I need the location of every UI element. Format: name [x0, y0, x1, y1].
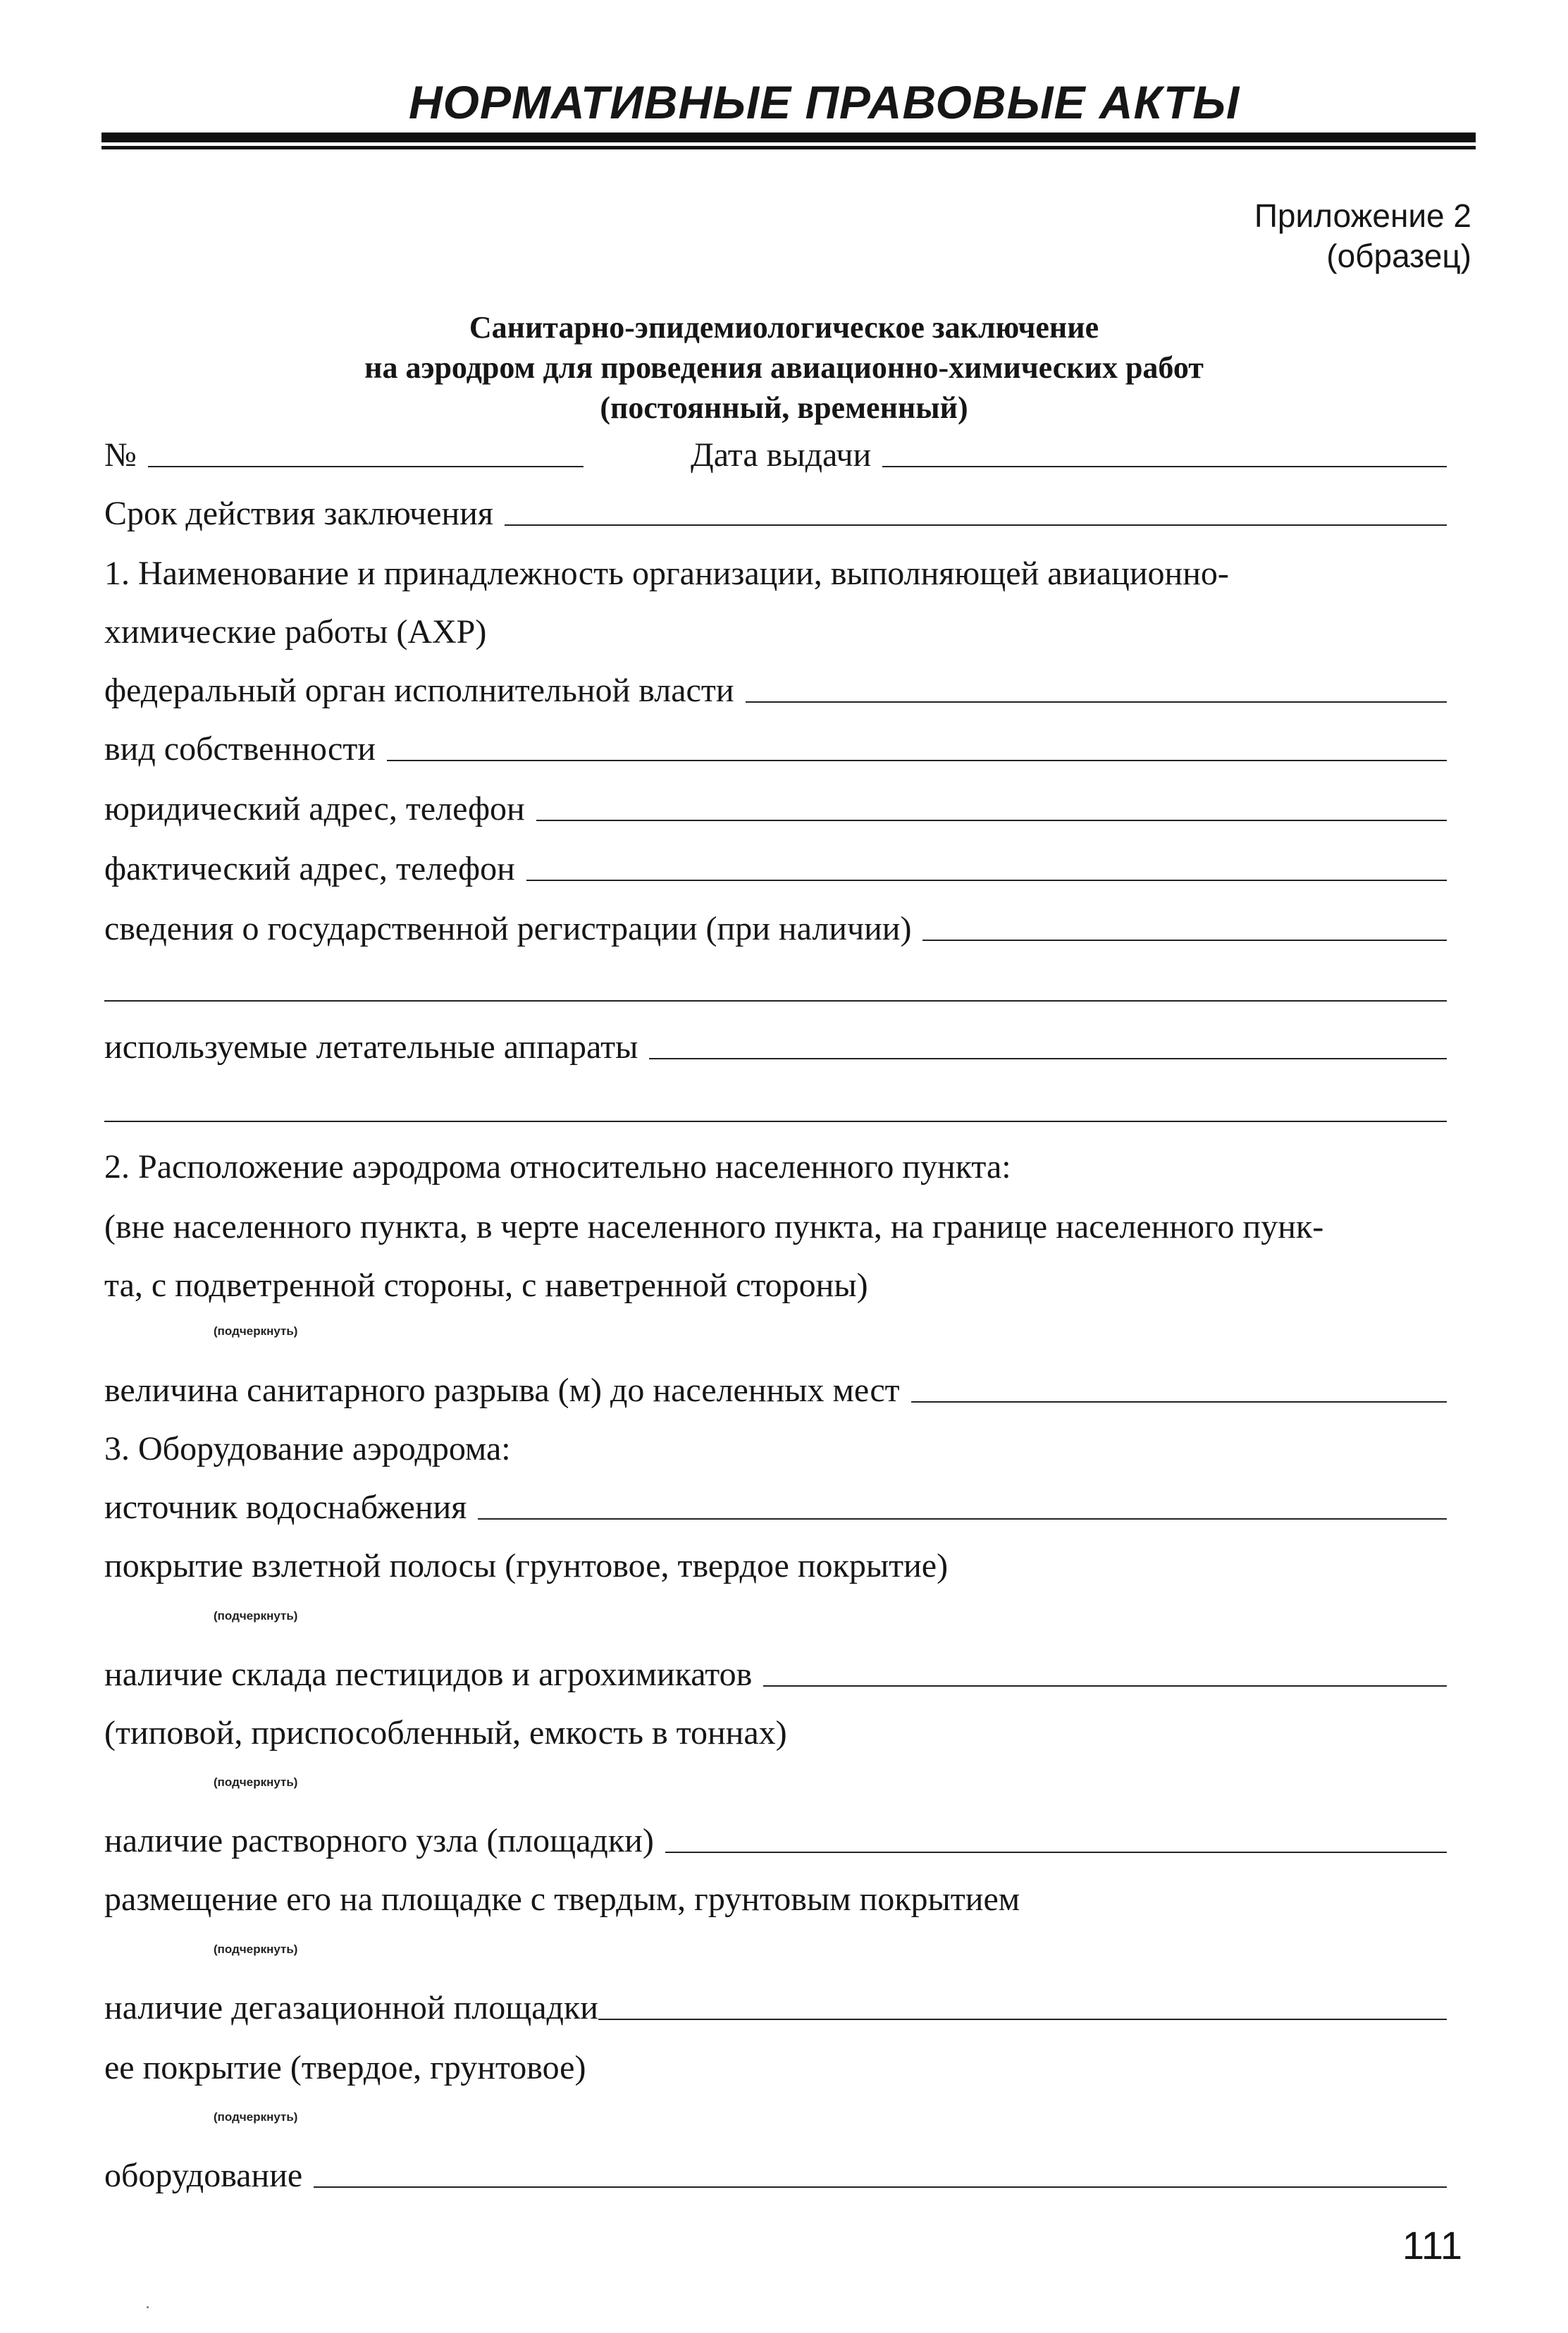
ownership-field: [104, 732, 1447, 766]
aircraft-continuation-line[interactable]: [104, 1121, 1447, 1122]
section1-heading-line2: химические работы (АХР): [104, 613, 487, 651]
page-number: 111: [1402, 2223, 1462, 2267]
aircraft-input-line[interactable]: [649, 1058, 1447, 1059]
appendix-label: Приложение 2: [1254, 197, 1471, 234]
issue-date-input-line[interactable]: [882, 466, 1447, 467]
underline-note: (подчеркнуть): [214, 1943, 298, 1956]
solution-unit-field: [104, 1824, 1447, 1858]
degassing-surface-text: ее покрытие (твердое, грунтовое): [104, 2049, 586, 2086]
water-source-input-line[interactable]: [478, 1518, 1447, 1520]
pesticide-storage-input-line[interactable]: [763, 1685, 1447, 1687]
underline-note: (подчеркнуть): [214, 1609, 298, 1623]
underline-note: (подчеркнуть): [214, 1324, 298, 1338]
legal-address-label: юридический адрес, телефон: [104, 790, 525, 827]
degassing-site-label: наличие дегазационной площадки: [104, 1989, 598, 2026]
section1-heading-line1: 1. Наименование и принадлежность организации, выполняющей авиационно-: [104, 555, 1229, 592]
equipment-input-line[interactable]: [314, 2186, 1447, 2188]
runway-surface-text: покрытие взлетной полосы (грунтовое, твердое покрытие): [104, 1547, 949, 1584]
header-rule-thick: [101, 133, 1476, 142]
running-header: НОРМАТИВНЫЕ ПРАВОВЫЕ АКТЫ: [409, 76, 1240, 128]
validity-label: Срок действия заключения: [104, 495, 493, 532]
degassing-site-input-line[interactable]: [598, 2019, 1447, 2020]
aircraft-label: используемые летательные аппараты: [104, 1028, 638, 1066]
doc-title-line3: (постоянный, временный): [600, 390, 968, 425]
degassing-site-field: [104, 1991, 1447, 2025]
solution-unit-input-line[interactable]: [665, 1852, 1447, 1853]
number-label: №: [104, 436, 137, 474]
number-input-line[interactable]: [148, 466, 584, 467]
underline-note: (подчеркнуть): [214, 2110, 298, 2124]
scan-speck: [147, 2306, 149, 2308]
registration-continuation-line[interactable]: [104, 1000, 1447, 1002]
issue-date-field: [691, 438, 1447, 472]
registration-label: сведения о государственной регистрации (при наличии): [104, 910, 912, 947]
federal-body-field: [104, 674, 1447, 708]
header-rule-thin: [101, 146, 1476, 149]
equipment-field: [104, 2159, 1447, 2193]
location-options-line2: та, с подветренной стороны, с наветренной стороны): [104, 1267, 868, 1304]
actual-address-field: [104, 852, 1447, 886]
sanitary-gap-field: [104, 1374, 1447, 1408]
storage-options-text: (типовой, приспособленный, емкость в тоннах): [104, 1714, 787, 1752]
aircraft-field: [104, 1030, 1447, 1064]
section2-heading: 2. Расположение аэродрома относительно населенного пункта:: [104, 1148, 1011, 1186]
underline-note: (подчеркнуть): [214, 1775, 298, 1789]
doc-title-line2: на аэродром для проведения авиационно-химических работ: [364, 350, 1204, 385]
registration-input-line[interactable]: [922, 940, 1447, 941]
ownership-label: вид собственности: [104, 730, 376, 768]
solution-unit-label: наличие растворного узла (площадки): [104, 1822, 654, 1859]
appendix-note: (образец): [1326, 238, 1471, 274]
validity-field: [104, 497, 1447, 531]
legal-address-field: [104, 792, 1447, 826]
equipment-label: оборудование: [104, 2157, 303, 2194]
water-source-label: источник водоснабжения: [104, 1489, 467, 1526]
solution-unit-placement-text: размещение его на площадке с твердым, грунтовым покрытием: [104, 1880, 1020, 1918]
section3-heading: 3. Оборудование аэродрома:: [104, 1430, 511, 1467]
legal-address-input-line[interactable]: [536, 820, 1447, 821]
federal-body-label: федеральный орган исполнительной власти: [104, 672, 734, 709]
sanitary-gap-input-line[interactable]: [911, 1401, 1447, 1403]
number-field: [104, 438, 584, 472]
water-source-field: [104, 1491, 1447, 1525]
doc-title-line1: Санитарно-эпидемиологическое заключение: [469, 310, 1099, 345]
actual-address-input-line[interactable]: [526, 880, 1447, 881]
pesticide-storage-field: [104, 1658, 1447, 1692]
pesticide-storage-label: наличие склада пестицидов и агрохимикатов: [104, 1656, 753, 1693]
actual-address-label: фактический адрес, телефон: [104, 850, 515, 887]
location-options-line1: (вне населенного пункта, в черте населенного пункта, на границе населенного пунк-: [104, 1208, 1324, 1245]
federal-body-input-line[interactable]: [746, 701, 1447, 703]
issue-date-label: Дата выдачи: [691, 436, 872, 474]
registration-field: [104, 912, 1447, 946]
ownership-input-line[interactable]: [387, 760, 1447, 761]
sanitary-gap-label: величина санитарного разрыва (м) до населенных мест: [104, 1372, 900, 1409]
validity-input-line[interactable]: [505, 524, 1447, 526]
